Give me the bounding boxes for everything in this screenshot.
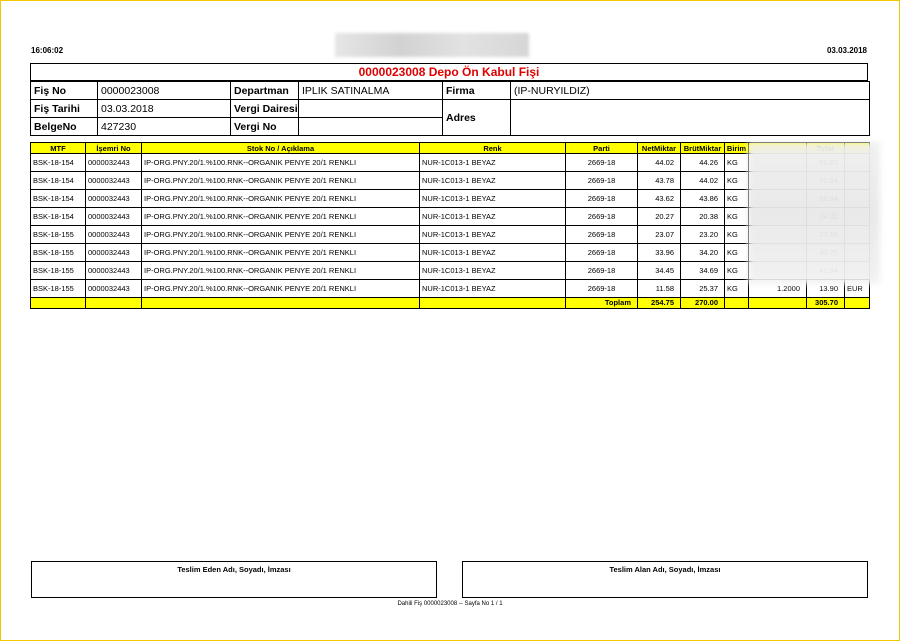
cell-renk: NUR-1C013-1 BEYAZ bbox=[420, 280, 566, 298]
cell-stok: IP-ORG.PNY.20/1.%100.RNK--ORGANIK PENYE 20/1 RENKLI bbox=[142, 172, 420, 190]
cell-renk: NUR-1C013-1 BEYAZ bbox=[420, 154, 566, 172]
cell-doviz: EUR bbox=[845, 280, 870, 298]
items-table bbox=[30, 142, 870, 309]
fis-tarihi-label: Fiş Tarihi bbox=[31, 100, 98, 118]
adres-value bbox=[511, 100, 870, 136]
items-header-row bbox=[31, 143, 870, 154]
cell-brut: 34.20 bbox=[681, 244, 725, 262]
signature-label-receiver: Teslim Alan Adı, Soyadı, İmzası bbox=[609, 565, 721, 574]
cell-net: 23.07 bbox=[638, 226, 681, 244]
cell-mtf: BSK-18-154 bbox=[31, 208, 86, 226]
col-header: Parti bbox=[566, 143, 638, 154]
vergi-no-label: Vergi No bbox=[231, 118, 299, 136]
cell-mtf: BSK-18-155 bbox=[31, 280, 86, 298]
col-header: NetMiktar bbox=[638, 143, 681, 154]
belge-no-label: BelgeNo bbox=[31, 118, 98, 136]
cell-net: 33.96 bbox=[638, 244, 681, 262]
cell-parti: 2669-18 bbox=[566, 190, 638, 208]
fis-no-value: 0000023008 bbox=[98, 82, 231, 100]
col-header: Renk bbox=[420, 143, 566, 154]
total-brut: 270.00 bbox=[681, 298, 725, 309]
cell-birim: KG bbox=[725, 244, 749, 262]
cell-stok: IP-ORG.PNY.20/1.%100.RNK--ORGANIK PENYE 20/1 RENKLI bbox=[142, 190, 420, 208]
table-row bbox=[31, 280, 870, 298]
cell-net: 43.62 bbox=[638, 190, 681, 208]
cell-net: 44.02 bbox=[638, 154, 681, 172]
cell-birim: KG bbox=[725, 262, 749, 280]
cell-stok: IP-ORG.PNY.20/1.%100.RNK--ORGANIK PENYE 20/1 RENKLI bbox=[142, 262, 420, 280]
vergi-dairesi-value bbox=[299, 100, 443, 118]
cell-brut: 44.02 bbox=[681, 172, 725, 190]
cell-stok: IP-ORG.PNY.20/1.%100.RNK--ORGANIK PENYE 20/1 RENKLI bbox=[142, 226, 420, 244]
table-row bbox=[31, 244, 870, 262]
cell-isemri-no: 0000032443 bbox=[86, 262, 142, 280]
cell-brut: 44.26 bbox=[681, 154, 725, 172]
table-row bbox=[31, 262, 870, 280]
cell-parti: 2669-18 bbox=[566, 244, 638, 262]
belge-no-value: 427230 bbox=[98, 118, 231, 136]
cell-brut: 43.86 bbox=[681, 190, 725, 208]
cell-mtf: BSK-18-154 bbox=[31, 154, 86, 172]
cell-stok: IP-ORG.PNY.20/1.%100.RNK--ORGANIK PENYE 20/1 RENKLI bbox=[142, 154, 420, 172]
cell-brut: 23.20 bbox=[681, 226, 725, 244]
cell-isemri-no: 0000032443 bbox=[86, 172, 142, 190]
total-tutar: 305.70 bbox=[807, 298, 845, 309]
adres-label: Adres bbox=[443, 100, 511, 136]
cell-brut: 25.37 bbox=[681, 280, 725, 298]
firma-label: Firma bbox=[443, 82, 511, 100]
cell-isemri-no: 0000032443 bbox=[86, 154, 142, 172]
total-net: 254.75 bbox=[638, 298, 681, 309]
cell-stok: IP-ORG.PNY.20/1.%100.RNK--ORGANIK PENYE 20/1 RENKLI bbox=[142, 244, 420, 262]
page-title: 0000023008 Depo Ön Kabul Fişi bbox=[30, 63, 868, 81]
cell-isemri-no: 0000032443 bbox=[86, 226, 142, 244]
cell-parti: 2669-18 bbox=[566, 280, 638, 298]
cell-isemri-no: 0000032443 bbox=[86, 208, 142, 226]
signature-label-deliverer: Teslim Eden Adı, Soyadı, İmzası bbox=[177, 565, 291, 574]
cell-parti: 2669-18 bbox=[566, 262, 638, 280]
total-label: Toplam bbox=[566, 298, 638, 309]
cell-renk: NUR-1C013-1 BEYAZ bbox=[420, 244, 566, 262]
document-header-table bbox=[30, 81, 870, 136]
fis-tarihi-value: 03.03.2018 bbox=[98, 100, 231, 118]
cell-isemri-no: 0000032443 bbox=[86, 190, 142, 208]
vergi-dairesi-label: Vergi Dairesi bbox=[231, 100, 299, 118]
cell-brut: 34.69 bbox=[681, 262, 725, 280]
cell-parti: 2669-18 bbox=[566, 154, 638, 172]
cell-birim: KG bbox=[725, 154, 749, 172]
col-header: Stok No / Açıklama bbox=[142, 143, 420, 154]
total-row bbox=[31, 298, 870, 309]
cell-net: 34.45 bbox=[638, 262, 681, 280]
table-row bbox=[31, 154, 870, 172]
col-header: İşemri No bbox=[86, 143, 142, 154]
cell-stok: IP-ORG.PNY.20/1.%100.RNK--ORGANIK PENYE 20/1 RENKLI bbox=[142, 280, 420, 298]
cell-renk: NUR-1C013-1 BEYAZ bbox=[420, 226, 566, 244]
cell-mtf: BSK-18-154 bbox=[31, 172, 86, 190]
cell-parti: 2669-18 bbox=[566, 226, 638, 244]
report-date: 03.03.2018 bbox=[826, 46, 867, 55]
cell-renk: NUR-1C013-1 BEYAZ bbox=[420, 172, 566, 190]
cell-fiyat: 1.2000 bbox=[749, 280, 807, 298]
cell-mtf: BSK-18-155 bbox=[31, 262, 86, 280]
firma-value: (IP-NURYILDIZ) bbox=[511, 82, 870, 100]
cell-stok: IP-ORG.PNY.20/1.%100.RNK--ORGANIK PENYE 20/1 RENKLI bbox=[142, 208, 420, 226]
cell-net: 43.78 bbox=[638, 172, 681, 190]
fis-no-label: Fiş No bbox=[31, 82, 98, 100]
cell-birim: KG bbox=[725, 190, 749, 208]
cell-tutar: 13.90 bbox=[807, 280, 845, 298]
cell-parti: 2669-18 bbox=[566, 208, 638, 226]
table-row bbox=[31, 172, 870, 190]
departman-value: IPLIK SATINALMA bbox=[299, 82, 443, 100]
report-time: 16:06:02 bbox=[31, 46, 64, 55]
table-row bbox=[31, 226, 870, 244]
vergi-no-value bbox=[299, 118, 443, 136]
cell-birim: KG bbox=[725, 226, 749, 244]
col-header: Birim bbox=[725, 143, 749, 154]
table-row bbox=[31, 190, 870, 208]
cell-birim: KG bbox=[725, 280, 749, 298]
cell-isemri-no: 0000032443 bbox=[86, 280, 142, 298]
cell-mtf: BSK-18-154 bbox=[31, 190, 86, 208]
signature-box-receiver bbox=[462, 561, 868, 598]
col-header: MTF bbox=[31, 143, 86, 154]
cell-renk: NUR-1C013-1 BEYAZ bbox=[420, 190, 566, 208]
signature-box-deliverer bbox=[31, 561, 437, 598]
page-footer: Dahili Fiş 0000023008 -- Sayfa No 1 / 1 bbox=[397, 601, 503, 607]
redacted-area bbox=[748, 142, 880, 284]
col-header: BrütMiktar bbox=[681, 143, 725, 154]
cell-birim: KG bbox=[725, 208, 749, 226]
cell-parti: 2669-18 bbox=[566, 172, 638, 190]
cell-brut: 20.38 bbox=[681, 208, 725, 226]
cell-mtf: BSK-18-155 bbox=[31, 226, 86, 244]
cell-renk: NUR-1C013-1 BEYAZ bbox=[420, 262, 566, 280]
table-row bbox=[31, 208, 870, 226]
cell-net: 11.58 bbox=[638, 280, 681, 298]
cell-birim: KG bbox=[725, 172, 749, 190]
cell-renk: NUR-1C013-1 BEYAZ bbox=[420, 208, 566, 226]
departman-label: Departman bbox=[231, 82, 299, 100]
cell-isemri-no: 0000032443 bbox=[86, 244, 142, 262]
cell-net: 20.27 bbox=[638, 208, 681, 226]
cell-mtf: BSK-18-155 bbox=[31, 244, 86, 262]
redacted-logo bbox=[335, 33, 529, 57]
